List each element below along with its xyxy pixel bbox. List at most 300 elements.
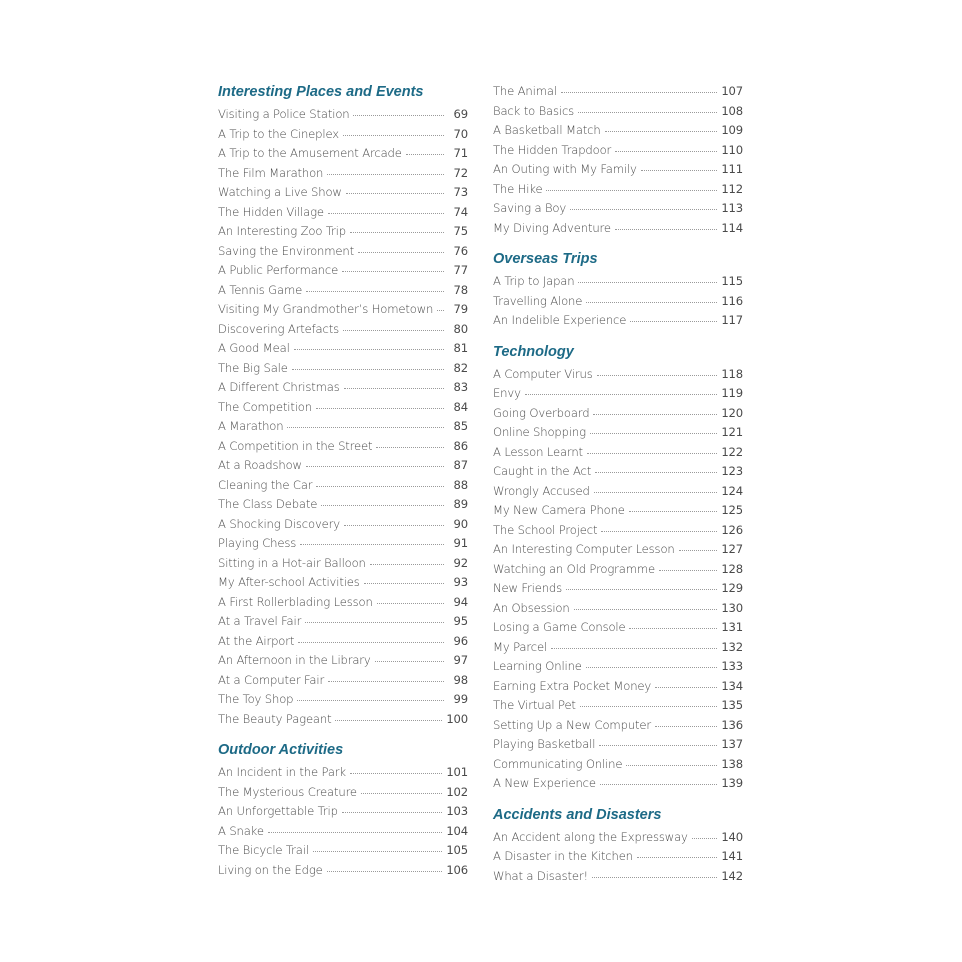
toc-entry-page-number: 83 (453, 380, 468, 394)
toc-entry-title: The Hike (493, 181, 543, 196)
toc-entry-title: Playing Basketball (493, 737, 596, 751)
toc-entry (493, 384, 743, 404)
toc-entry (218, 476, 468, 496)
toc-entry (493, 482, 743, 502)
toc-entry-page-number: 136 (721, 717, 743, 732)
toc-entry (493, 867, 743, 887)
toc-entry (218, 144, 468, 164)
toc-entry (493, 657, 743, 677)
toc-entry-title: The Animal (493, 84, 557, 98)
toc-entry-page-number: 69 (453, 107, 468, 121)
section-heading-outdoor-activities: Outdoor Activities (218, 742, 344, 758)
toc-entry-page-number: 86 (453, 438, 468, 453)
toc-entry (493, 579, 743, 599)
toc-entry-page-number: 125 (721, 503, 743, 517)
toc-entry-page-number: 85 (453, 419, 468, 433)
toc-entry-title: Visiting a Police Station (218, 107, 350, 121)
dot-leader (342, 811, 443, 813)
toc-entry (218, 164, 468, 184)
toc-entry-title: Earning Extra Pocket Money (493, 678, 652, 693)
toc-entry (493, 365, 743, 385)
toc-entry (218, 710, 468, 730)
toc-entry-title: A New Experience (493, 776, 596, 790)
dot-leader (300, 543, 444, 545)
section-heading-accidents-and-disasters: Accidents and Disasters (493, 806, 662, 823)
toc-entry-title: Cleaning the Car (218, 477, 313, 492)
toc-entry (218, 203, 468, 223)
toc-entry-title: The Hidden Trapdoor (493, 142, 612, 157)
dot-leader (600, 783, 717, 785)
toc-entry-title: The Toy Shop (218, 692, 294, 706)
toc-entry-page-number: 74 (453, 204, 468, 219)
dot-leader (335, 719, 442, 721)
toc-entry (218, 671, 468, 691)
toc-column-left (218, 82, 468, 880)
dot-leader (587, 452, 717, 454)
dot-leader (361, 792, 442, 794)
toc-entry (493, 443, 743, 463)
dot-leader (595, 471, 717, 473)
dot-leader (375, 660, 444, 662)
toc-entry (493, 404, 743, 424)
toc-entry-page-number: 122 (721, 444, 743, 459)
dot-leader (294, 348, 444, 350)
dot-leader (343, 134, 444, 136)
toc-entry-title: Saving the Environment (218, 243, 354, 258)
toc-entry-title: An Interesting Computer Lesson (493, 542, 675, 556)
toc-entry-page-number: 111 (721, 162, 743, 176)
toc-entry-page-number: 119 (721, 386, 743, 400)
dot-leader (574, 608, 718, 610)
dot-leader (344, 524, 444, 526)
toc-entry-page-number: 75 (453, 224, 468, 238)
toc-entry-page-number: 105 (446, 843, 468, 857)
section-heading-technology: Technology (493, 343, 574, 360)
toc-entry-title: An Unforgettable Trip (218, 804, 338, 818)
toc-entry-title: Back to Basics (493, 103, 575, 118)
dot-leader (629, 510, 718, 512)
toc-entry (493, 618, 743, 638)
toc-entry (218, 378, 468, 398)
toc-entry-page-number: 97 (453, 653, 468, 667)
dot-leader (376, 446, 444, 448)
dot-leader (637, 856, 717, 858)
toc-entry-page-number: 117 (721, 313, 743, 327)
toc-entry-page-number: 113 (721, 201, 743, 215)
dot-leader (601, 530, 717, 532)
dot-leader (655, 686, 717, 688)
toc-entry (218, 593, 468, 613)
toc-entry-page-number: 138 (721, 756, 743, 771)
dot-leader (306, 290, 444, 292)
dot-leader (306, 465, 444, 467)
dot-leader (353, 114, 444, 116)
toc-entry-page-number: 100 (446, 711, 468, 726)
dot-leader (586, 301, 717, 303)
toc-entry-title: The Beauty Pageant (218, 711, 332, 726)
toc-entry (218, 437, 468, 457)
dot-leader (655, 725, 717, 727)
toc-entry-title: A Lesson Learnt (493, 444, 583, 459)
dot-leader (599, 744, 717, 746)
toc-entry-title: A Computer Virus (493, 366, 593, 381)
toc-entry-page-number: 80 (453, 321, 468, 336)
toc-entry-page-number: 101 (446, 765, 468, 779)
toc-entry (493, 847, 743, 867)
dot-leader (406, 153, 444, 155)
toc-entry-title: At the Airport (218, 633, 295, 648)
dot-leader (344, 387, 444, 389)
dot-leader (328, 212, 444, 214)
toc-entry-title: The Big Sale (218, 360, 288, 375)
toc-entry-page-number: 115 (721, 274, 743, 288)
dot-leader (578, 281, 717, 283)
toc-entry-page-number: 142 (721, 868, 743, 883)
dot-leader (316, 407, 444, 409)
toc-entry (218, 612, 468, 632)
toc-entry (493, 272, 743, 292)
dot-leader (629, 627, 717, 629)
toc-entry-title: A Tennis Game (218, 282, 303, 297)
toc-entry-page-number: 127 (721, 542, 743, 556)
toc-entry (493, 219, 743, 239)
toc-entry-page-number: 104 (446, 823, 468, 838)
toc-entry-page-number: 71 (453, 146, 468, 160)
toc-entry (493, 462, 743, 482)
toc-entry-page-number: 140 (721, 829, 743, 844)
toc-entry-title: The School Project (493, 522, 598, 537)
toc-entry-page-number: 81 (453, 341, 468, 355)
toc-entry (218, 861, 468, 881)
toc-entry-page-number: 124 (721, 483, 743, 498)
toc-entry-title: Setting Up a New Computer (493, 717, 651, 732)
toc-entry (218, 802, 468, 822)
dot-leader (370, 563, 444, 565)
dot-leader (592, 876, 717, 878)
toc-entry (218, 690, 468, 710)
toc-entry-page-number: 103 (446, 804, 468, 818)
toc-entry (218, 651, 468, 671)
dot-leader (268, 831, 443, 833)
toc-entry-page-number: 133 (721, 659, 743, 673)
toc-entry-title: Watching a Live Show (218, 185, 342, 199)
toc-entry-title: A Competition in the Street (218, 438, 373, 453)
toc-entry-title: A Trip to the Cineplex (218, 126, 339, 141)
toc-entry-title: Learning Online (493, 659, 582, 673)
toc-entry-title: Visiting My Grandmother’s Hometown (218, 302, 434, 316)
toc-entry (218, 320, 468, 340)
dot-leader (615, 228, 717, 230)
toc-entry-title: An Outing with My Family (493, 162, 637, 176)
dot-leader (679, 549, 718, 551)
toc-entry (218, 417, 468, 437)
toc-entry (218, 339, 468, 359)
dot-leader (292, 368, 444, 370)
toc-entry-title: The Virtual Pet (493, 698, 576, 712)
toc-entry-title: An Incident in the Park (218, 765, 346, 779)
toc-entry (218, 822, 468, 842)
toc-entry-title: A Trip to Japan (493, 274, 575, 288)
toc-entry-page-number: 87 (453, 458, 468, 472)
toc-entry-page-number: 78 (453, 282, 468, 297)
dot-leader (364, 582, 444, 584)
toc-entry (493, 638, 743, 658)
dot-leader (593, 413, 717, 415)
toc-entry-page-number: 121 (721, 425, 743, 439)
toc-entry-page-number: 139 (721, 776, 743, 790)
toc-entry-page-number: 76 (453, 243, 468, 258)
toc-entry (493, 735, 743, 755)
toc-entry-title: At a Roadshow (218, 458, 302, 472)
toc-entry (493, 540, 743, 560)
dot-leader (626, 764, 717, 766)
toc-entry-page-number: 123 (721, 464, 743, 478)
toc-entry-title: New Friends (493, 581, 563, 595)
dot-leader (692, 837, 718, 839)
dot-leader (586, 666, 718, 668)
toc-entry-title: At a Computer Fair (218, 672, 325, 687)
toc-entry (493, 292, 743, 312)
dot-leader (321, 504, 444, 506)
dot-leader (605, 130, 718, 132)
toc-entry-title: A Snake (218, 823, 264, 838)
toc-entry (218, 125, 468, 145)
toc-entry-title: A Basketball Match (493, 123, 601, 137)
section-heading-overseas-trips: Overseas Trips (493, 251, 598, 267)
dot-leader (316, 485, 444, 487)
toc-entry-page-number: 114 (721, 220, 743, 235)
toc-entry-title: Playing Chess (218, 536, 297, 550)
toc-entry-title: The Bicycle Trail (218, 843, 309, 857)
dot-leader (287, 426, 444, 428)
toc-entry (218, 573, 468, 593)
toc-entry-page-number: 131 (721, 620, 743, 634)
toc-entry (493, 423, 743, 443)
toc-entry (218, 261, 468, 281)
toc-entry-page-number: 109 (721, 123, 743, 137)
toc-entry (493, 501, 743, 521)
toc-entry (493, 696, 743, 716)
dot-leader (350, 772, 442, 774)
toc-entry-title: My New Camera Phone (493, 503, 625, 517)
dot-leader (630, 320, 717, 322)
dot-leader (328, 680, 444, 682)
dot-leader (327, 870, 443, 872)
toc-entry-page-number: 84 (453, 399, 468, 414)
dot-leader (566, 588, 717, 590)
toc-entry (218, 222, 468, 242)
toc-entry-page-number: 70 (453, 126, 468, 141)
toc-entry-title: A Marathon (218, 419, 284, 433)
dot-leader (594, 491, 718, 493)
toc-entry (493, 677, 743, 697)
section-heading-interesting-places-and-events: Interesting Places and Events (218, 84, 424, 100)
toc-entry (493, 599, 743, 619)
toc-entry-title: A First Rollerblading Lesson (218, 594, 373, 609)
toc-entry (218, 783, 468, 803)
dot-leader (561, 91, 717, 93)
dot-leader (615, 150, 717, 152)
toc-entry (218, 495, 468, 515)
toc-entry-page-number: 98 (453, 672, 468, 687)
dot-leader (298, 641, 444, 643)
toc-entry-page-number: 73 (453, 185, 468, 199)
toc-entry (218, 841, 468, 861)
toc-entry-title: A Public Performance (218, 263, 339, 277)
toc-entry-title: My After-school Activities (218, 575, 360, 589)
toc-entry-page-number: 79 (453, 302, 468, 316)
toc-entry (218, 515, 468, 535)
toc-entry (493, 160, 743, 180)
toc-entry-page-number: 116 (721, 293, 743, 308)
toc-entry (218, 242, 468, 262)
toc-entry-page-number: 107 (721, 84, 743, 98)
toc-entry (493, 560, 743, 580)
toc-entry (218, 632, 468, 652)
toc-entry-page-number: 126 (721, 522, 743, 537)
toc-entry (218, 763, 468, 783)
toc-entry-title: Sitting in a Hot-air Balloon (218, 555, 366, 570)
toc-entry-title: An Afternoon in the Library (218, 653, 371, 667)
toc-entry (218, 456, 468, 476)
toc-entry-title: A Disaster in the Kitchen (493, 849, 633, 863)
toc-column-right (493, 82, 743, 886)
toc-entry-page-number: 118 (721, 366, 743, 381)
toc-entry-page-number: 88 (453, 477, 468, 492)
toc-entry-title: A Good Meal (218, 341, 290, 355)
toc-entry-title: An Accident along the Expressway (493, 829, 688, 844)
toc-entry-page-number: 108 (721, 103, 743, 118)
dot-leader (597, 374, 718, 376)
toc-entry-page-number: 94 (453, 594, 468, 609)
toc-entry (218, 281, 468, 301)
toc-entry (493, 311, 743, 331)
toc-entry (493, 121, 743, 141)
dot-leader (358, 251, 444, 253)
toc-entry-title: Saving a Boy (493, 201, 567, 215)
toc-entry-page-number: 96 (453, 633, 468, 648)
dot-leader (377, 602, 444, 604)
toc-entry (493, 199, 743, 219)
toc-entry-page-number: 128 (721, 561, 743, 576)
dot-leader (580, 705, 717, 707)
toc-entry-title: Discovering Artefacts (218, 321, 340, 336)
toc-entry-page-number: 141 (721, 849, 743, 863)
toc-entry-title: My Parcel (493, 639, 548, 654)
toc-entry-page-number: 112 (721, 181, 743, 196)
toc-entry-title: The Mysterious Creature (218, 784, 357, 799)
toc-entry-title: Watching an Old Programme (493, 561, 656, 576)
toc-entry-page-number: 72 (453, 165, 468, 180)
toc-entry (218, 359, 468, 379)
toc-entry (493, 102, 743, 122)
dot-leader (659, 569, 717, 571)
toc-entry-page-number: 92 (453, 555, 468, 570)
dot-leader (525, 393, 718, 395)
toc-entry-title: Travelling Alone (493, 293, 583, 308)
dot-leader (297, 699, 444, 701)
toc-entry (218, 183, 468, 203)
toc-entry-title: A Trip to the Amusement Arcade (218, 146, 402, 160)
toc-entry-page-number: 134 (721, 678, 743, 693)
toc-entry (218, 300, 468, 320)
toc-entry-title: The Hidden Village (218, 204, 324, 219)
toc-entry (493, 774, 743, 794)
toc-entry-page-number: 93 (453, 575, 468, 589)
toc-entry-title: An Indelible Experience (493, 313, 627, 327)
dot-leader (305, 621, 444, 623)
toc-entry-title: At a Travel Fair (218, 614, 302, 628)
toc-entry (218, 554, 468, 574)
toc-entry-page-number: 77 (453, 263, 468, 277)
toc-entry-title: An Interesting Zoo Trip (218, 224, 346, 238)
toc-entry-title: Losing a Game Console (493, 620, 626, 634)
dot-leader (342, 270, 444, 272)
toc-entry-title: Communicating Online (493, 756, 623, 771)
toc-entry-page-number: 90 (453, 516, 468, 531)
toc-entry-page-number: 82 (453, 360, 468, 375)
toc-entry-page-number: 102 (446, 784, 468, 799)
toc-entry (493, 521, 743, 541)
dot-leader (343, 329, 444, 331)
toc-entry-page-number: 110 (721, 142, 743, 157)
toc-entry-page-number: 120 (721, 405, 743, 420)
toc-entry-page-number: 95 (453, 614, 468, 628)
toc-entry-title: The Competition (218, 399, 312, 414)
toc-entry-page-number: 130 (721, 600, 743, 615)
dot-leader (570, 208, 717, 210)
toc-entry-page-number: 99 (453, 692, 468, 706)
toc-entry-title: A Different Christmas (218, 380, 340, 394)
dot-leader (551, 647, 717, 649)
toc-entry-title: Envy (493, 386, 521, 400)
dot-leader (327, 173, 444, 175)
toc-entry (218, 105, 468, 125)
toc-entry-page-number: 91 (453, 536, 468, 550)
toc-entry-title: Living on the Edge (218, 862, 323, 877)
dot-leader (350, 231, 444, 233)
toc-entry (493, 180, 743, 200)
dot-leader (590, 432, 717, 434)
toc-entry-page-number: 132 (721, 639, 743, 654)
toc-entry-page-number: 135 (721, 698, 743, 712)
toc-entry-title: Going Overboard (493, 405, 590, 420)
toc-entry-title: Wrongly Accused (493, 483, 590, 498)
toc-entry (493, 828, 743, 848)
toc-entry (218, 398, 468, 418)
toc-entry-title: The Class Debate (218, 497, 318, 511)
dot-leader (346, 192, 444, 194)
dot-leader (578, 111, 717, 113)
toc-entry-title: The Film Marathon (218, 165, 324, 180)
toc-entry-page-number: 137 (721, 737, 743, 751)
toc-entry-page-number: 106 (446, 862, 468, 877)
toc-entry-title: Online Shopping (493, 425, 586, 439)
toc-entry-title: Caught in the Act (493, 464, 592, 478)
toc-entry-title: What a Disaster! (493, 868, 588, 883)
toc-entry (218, 534, 468, 554)
toc-entry (493, 141, 743, 161)
toc-entry (493, 82, 743, 102)
dot-leader (546, 189, 717, 191)
dot-leader (313, 850, 442, 852)
toc-entry (493, 716, 743, 736)
dot-leader (437, 309, 444, 311)
toc-entry-page-number: 89 (453, 497, 468, 511)
toc-entry (493, 755, 743, 775)
dot-leader (641, 169, 718, 171)
toc-entry-title: A Shocking Discovery (218, 516, 340, 531)
